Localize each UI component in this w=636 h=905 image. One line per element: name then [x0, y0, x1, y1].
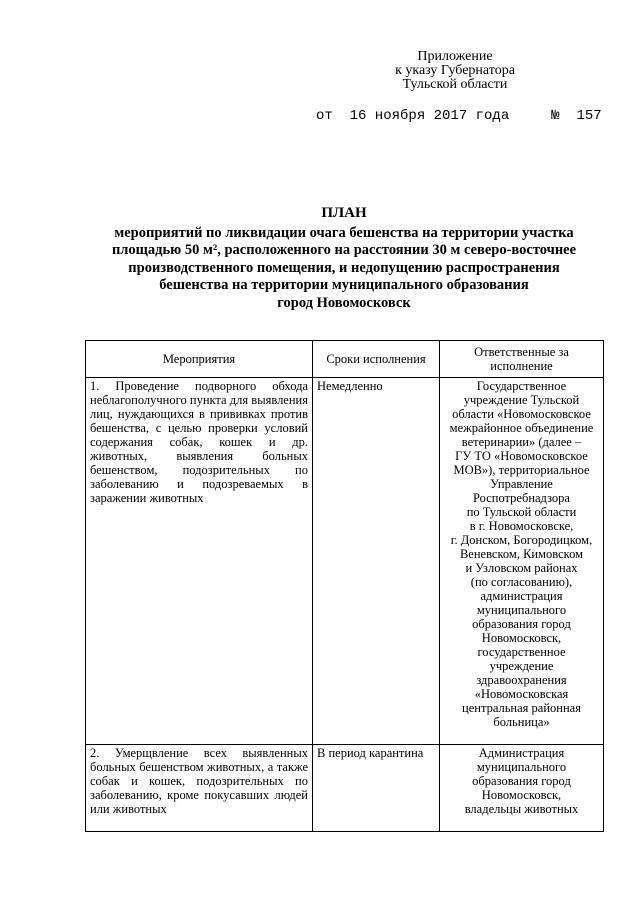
- title-line: бешенства на территории муниципального образования: [159, 277, 529, 293]
- responsible-line: области «Новомосковское: [452, 407, 591, 421]
- document-title: [84, 205, 604, 312]
- responsible-line: образования город: [472, 774, 571, 788]
- responsible-line: учреждение: [489, 659, 554, 673]
- responsible-line: центральная районная: [462, 701, 581, 715]
- responsible-line: муниципального: [476, 760, 567, 774]
- appendix-line: Приложение: [417, 49, 493, 64]
- header-deadlines: Сроки исполнения: [313, 341, 440, 378]
- responsible-line: Новомосковск,: [481, 631, 562, 645]
- responsible-line: учреждение Тульской: [463, 393, 580, 407]
- title-heading: ПЛАН: [321, 205, 367, 221]
- responsible-line: Веневском, Кимовском: [459, 547, 584, 561]
- decree-date-number: от 16 ноября 2017 года № 157: [316, 108, 602, 124]
- responsible-line: Новомосковск,: [481, 788, 562, 802]
- responsible-line: Управление: [490, 477, 553, 491]
- responsible-line: Роспотребнадзора: [473, 491, 570, 505]
- responsible-line: муниципального: [476, 603, 567, 617]
- responsible-line: ГУ ТО «Новомосковское: [455, 449, 588, 463]
- responsible-line: государственное: [477, 645, 566, 659]
- responsible-line: г. Донском, Богородицком,: [450, 533, 593, 547]
- responsible-line: Государственное: [476, 379, 567, 393]
- event-cell: 1. Проведение подворного обхода неблагополучного пункта для выявления лиц, нуждающихся в прививках против бешенства, с целью проверки условий содержания собак, кошек и др. животных, выявления больных бешенством, подозрительных по заболеванию и подозреваемых в заражении животных: [86, 378, 313, 745]
- table-row: [86, 378, 604, 745]
- responsible-line: Администрация: [478, 746, 565, 760]
- title-line: мероприятий по ликвидации очага бешенства на территории участка: [114, 224, 574, 241]
- title-line: производственного помещения, и недопущению распространения: [128, 259, 560, 276]
- event-cell: 2. Умерщвление всех выявленных больных бешенством животных, а также собак и кошек, подозрительных по заболеванию, кроме покусавших людей или животных: [86, 745, 313, 832]
- title-line: город Новомосковск: [277, 294, 411, 311]
- deadline-cell: В период карантина: [313, 745, 440, 832]
- responsible-line: администрация: [480, 589, 563, 603]
- table-header-row: [86, 341, 604, 378]
- responsible-cell: [440, 745, 604, 832]
- deadline-cell: Немедленно: [313, 378, 440, 745]
- header-events: Мероприятия: [86, 341, 313, 378]
- responsible-line: здравоохранения: [476, 673, 567, 687]
- responsible-line: образования город: [472, 617, 571, 631]
- table-row: [86, 745, 604, 832]
- responsible-line: «Новомосковская: [474, 687, 569, 701]
- responsible-line: владельцы животных: [464, 802, 579, 816]
- responsible-line: и Узловском районах: [465, 561, 578, 575]
- header-responsible: Ответственные за исполнение: [440, 341, 604, 378]
- appendix-line: Тульской области: [402, 77, 508, 92]
- responsible-cell: [440, 378, 604, 745]
- title-line: площадью 50 м², расположенного на расстоянии 30 м северо-восточнее: [111, 242, 577, 258]
- appendix-caption: [360, 50, 550, 92]
- responsible-line: больница»: [493, 715, 550, 729]
- responsible-line: ветеринарии» (далее –: [461, 435, 582, 449]
- appendix-line: к указу Губернатора: [395, 63, 515, 78]
- responsible-line: МОВ»), территориальное: [453, 463, 590, 477]
- responsible-line: по Тульской области: [466, 505, 577, 519]
- plan-table: [85, 340, 604, 832]
- responsible-line: (по согласованию),: [470, 575, 573, 589]
- responsible-line: межрайонное объединение: [449, 421, 594, 435]
- responsible-line: в г. Новомосковске,: [469, 519, 574, 533]
